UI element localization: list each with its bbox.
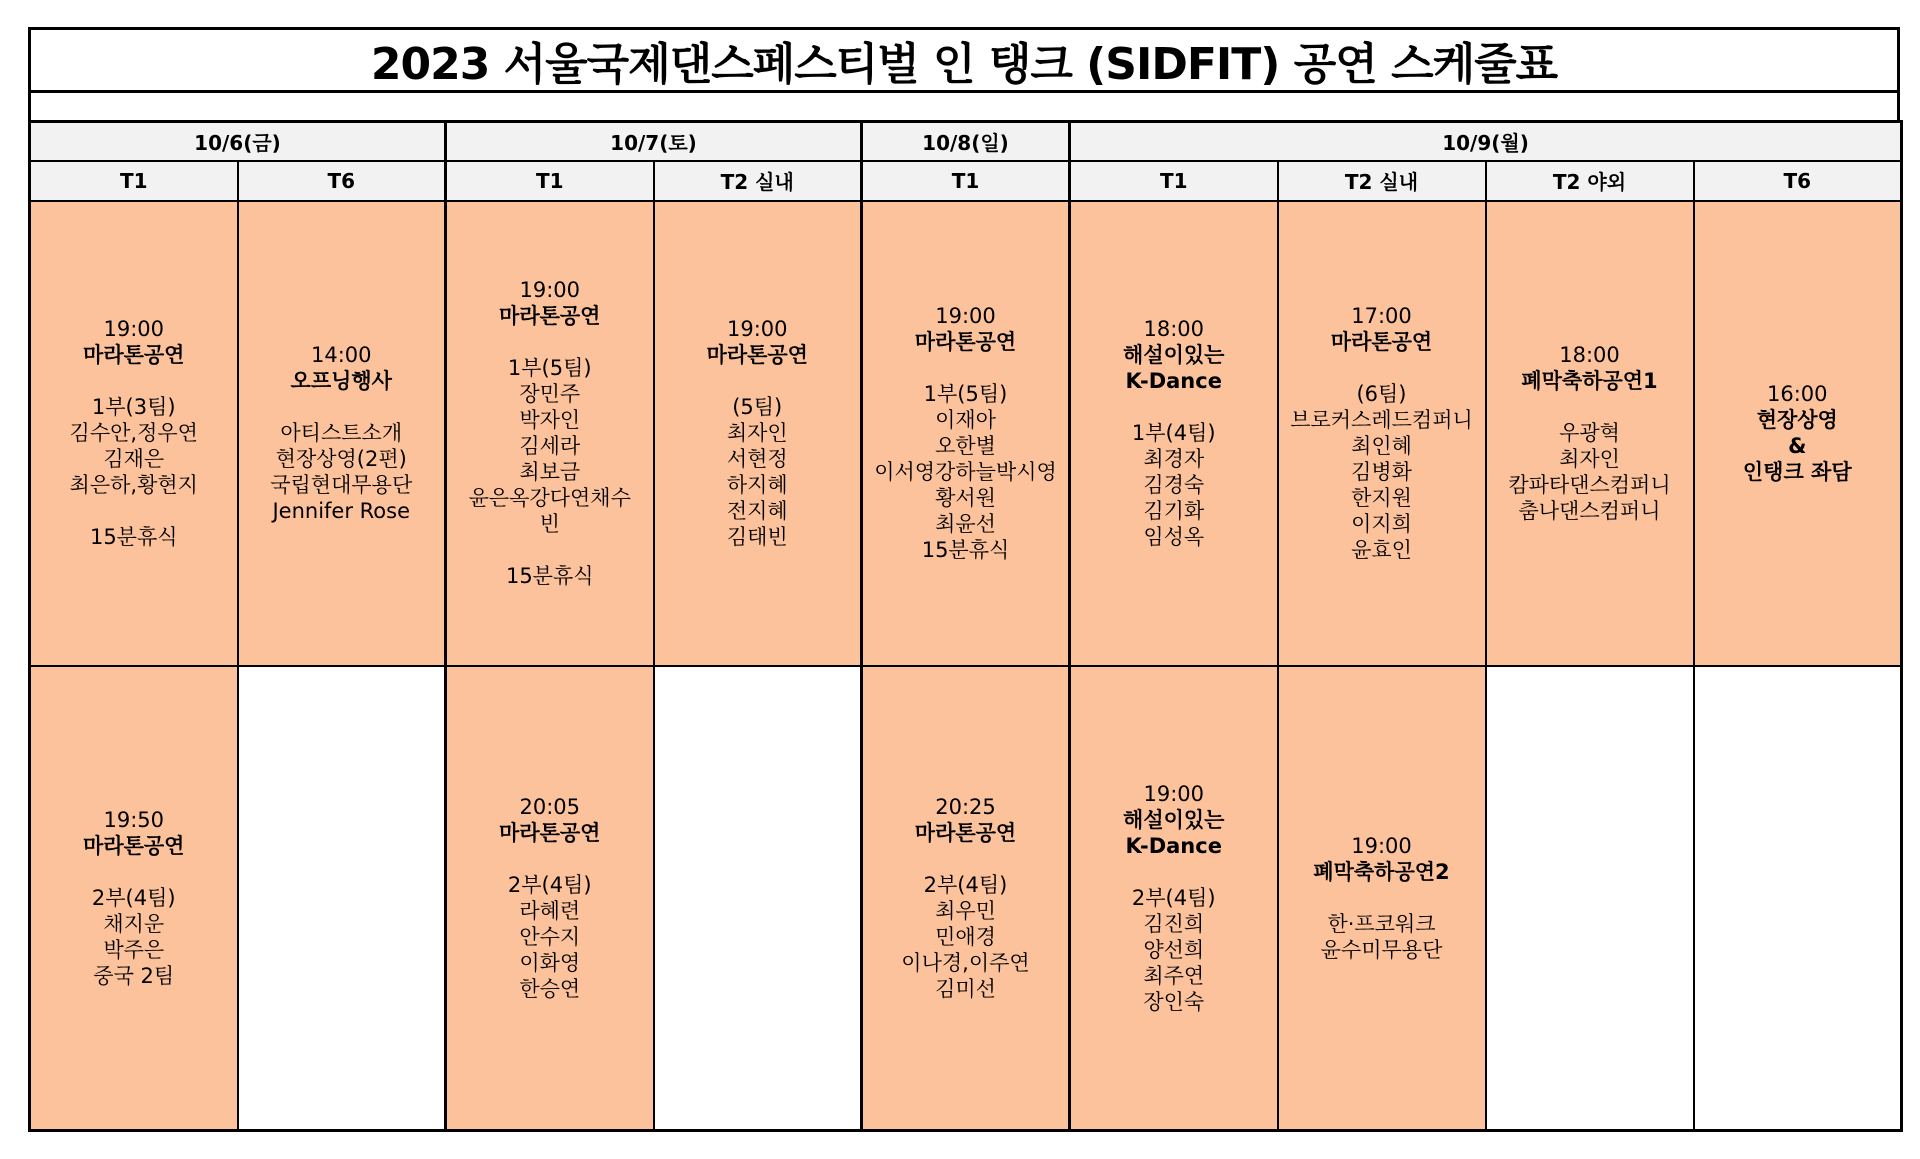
performance-cell — [862, 201, 1070, 666]
performance-info — [655, 316, 861, 550]
performer-line: 2부(4팀) — [507, 872, 592, 897]
performer-line: 최우민 — [935, 898, 996, 923]
performance-cell — [1070, 666, 1278, 1131]
schedule-row-2 — [30, 666, 1902, 1131]
performance-time: 17:00 — [1351, 304, 1412, 328]
performer-line: 한승연 — [519, 976, 581, 1001]
line-spacer — [1283, 885, 1481, 911]
performance-title: 마라톤공연 — [914, 330, 1017, 354]
performance-time: 19:50 — [103, 807, 165, 832]
performer-line: (6팀) — [1356, 382, 1407, 406]
performance-title: 마라톤공연 — [499, 304, 601, 328]
venue-header: T2 실내 — [1278, 161, 1486, 201]
performer-line: 1부(3팀) — [91, 395, 176, 419]
date-header: 10/7(토) — [446, 122, 862, 161]
performance-info — [31, 316, 237, 550]
empty-cell — [1486, 666, 1694, 1131]
venue-header: T6 — [1694, 161, 1902, 201]
performer-line: 민애경 — [935, 924, 996, 949]
performer-line: 최자인 — [726, 421, 788, 445]
performer-line: 김세라 — [519, 434, 581, 458]
performer-line: 김수안,정우연 — [69, 421, 198, 445]
performer-line: (5팀) — [732, 395, 783, 419]
performer-line: 2부(4팀) — [91, 885, 176, 910]
performance-cell — [446, 201, 654, 666]
performance-cell — [30, 666, 238, 1131]
performer-line: Jennifer Rose — [272, 499, 411, 523]
performer-line: 15분휴식 — [505, 564, 594, 588]
performance-title: 폐막축하공연1 — [1521, 369, 1658, 393]
performer-line: 2부(4팀) — [1131, 885, 1216, 910]
performance-cell — [862, 666, 1070, 1131]
performer-line: 한지원 — [1351, 486, 1412, 510]
line-spacer — [35, 859, 233, 885]
venue-header: T2 실내 — [654, 161, 862, 201]
line-spacer — [1283, 355, 1481, 381]
line-spacer — [867, 846, 1064, 872]
performance-time: 19:00 — [726, 317, 788, 341]
performer-line: 우광혁 — [1559, 421, 1620, 445]
performer-line: 윤효인 — [1351, 538, 1412, 562]
performer-line: 이화영 — [519, 950, 581, 975]
performance-time: 19:00 — [935, 304, 996, 328]
performance-title: 해설이있는 — [1123, 807, 1225, 832]
performer-line: 박주은 — [103, 937, 165, 962]
performance-title: 마라톤공연 — [1330, 330, 1433, 354]
performer-line: 15분휴식 — [89, 525, 178, 549]
performer-line: 이서영강하늘박시영 — [874, 460, 1057, 484]
performance-time: 20:25 — [935, 794, 996, 819]
performer-line: 임성옥 — [1143, 525, 1205, 549]
performance-time: 20:05 — [519, 794, 581, 819]
performer-line: 최자인 — [1559, 447, 1620, 471]
line-spacer — [451, 846, 649, 872]
performance-cell — [654, 201, 862, 666]
performer-line: 채지운 — [103, 911, 165, 936]
performance-info — [447, 277, 653, 589]
performance-title: 해설이있는 — [1123, 343, 1225, 367]
performer-line: 2부(4팀) — [923, 872, 1008, 897]
performer-line: 1부(5팀) — [507, 356, 592, 380]
performer-line: 중국 2팀 — [93, 963, 175, 988]
performance-info — [31, 807, 237, 989]
performer-line: 캄파타댄스컴퍼니 — [1508, 473, 1671, 497]
performance-title: 오프닝행사 — [290, 369, 392, 393]
performer-line: 브로커스레드컴퍼니 — [1290, 408, 1473, 432]
performance-info — [863, 303, 1068, 563]
line-spacer — [451, 537, 649, 563]
performance-info — [1279, 303, 1485, 563]
empty-cell — [1694, 666, 1902, 1131]
performance-time: 19:00 — [103, 317, 165, 341]
performance-info — [1279, 833, 1485, 963]
performance-time: 19:00 — [1351, 833, 1412, 858]
performer-line: 김기화 — [1143, 499, 1205, 523]
performer-line: 서현정 — [726, 447, 788, 471]
schedule-sheet — [28, 27, 1900, 1132]
performance-info — [1071, 781, 1277, 1015]
performance-cell — [30, 201, 238, 666]
performance-title: 인탱크 좌담 — [1742, 460, 1852, 484]
performance-time: 18:00 — [1559, 343, 1620, 367]
performer-line: 이지희 — [1351, 512, 1412, 536]
performance-info — [1487, 342, 1693, 524]
performance-info — [1071, 316, 1277, 550]
date-header-row — [30, 122, 1902, 161]
performer-line: 김태빈 — [726, 525, 788, 549]
date-header: 10/8(일) — [862, 122, 1070, 161]
performer-line: 전지혜 — [726, 499, 788, 523]
performance-title: K-Dance — [1125, 369, 1222, 393]
empty-cell — [654, 666, 862, 1131]
line-spacer — [35, 368, 233, 394]
performance-info — [863, 794, 1068, 1002]
performer-line: 김미선 — [935, 976, 996, 1001]
performer-line: 라혜련 — [519, 898, 581, 923]
performance-title: 마라톤공연 — [499, 820, 601, 845]
performer-line: 1부(4팀) — [1131, 421, 1216, 445]
performance-title: 마라톤공연 — [914, 820, 1017, 845]
performer-line: 하지혜 — [726, 473, 788, 497]
performance-time: 19:00 — [1143, 781, 1205, 806]
line-spacer — [659, 368, 857, 394]
performer-line: 김재은 — [103, 447, 165, 471]
performance-title: 폐막축하공연2 — [1313, 859, 1450, 884]
performance-title: 현장상영 — [1756, 408, 1838, 432]
performance-cell — [446, 666, 654, 1131]
venue-header: T2 야외 — [1486, 161, 1694, 201]
date-header: 10/9(월) — [1070, 122, 1902, 161]
performance-info — [1695, 381, 1901, 485]
performer-line: 빈 — [539, 512, 560, 536]
performer-line: 국립현대무용단 — [270, 473, 413, 497]
performance-time: 18:00 — [1143, 317, 1205, 341]
performer-line: 장민주 — [519, 382, 581, 406]
performer-line: 최은하,황현지 — [69, 473, 198, 497]
performer-line: 현장상영(2편) — [275, 447, 407, 471]
line-spacer — [243, 394, 441, 420]
schedule-row-1 — [30, 201, 1902, 666]
performer-line: 장인숙 — [1143, 989, 1205, 1014]
performer-line: 양선희 — [1143, 937, 1205, 962]
venue-header: T1 — [1070, 161, 1278, 201]
performance-title: 마라톤공연 — [83, 833, 185, 858]
performer-line: 아티스트소개 — [280, 421, 403, 445]
line-spacer — [1075, 859, 1273, 885]
performer-line: 15분휴식 — [921, 538, 1010, 562]
date-header: 10/6(금) — [30, 122, 446, 161]
venue-header: T1 — [446, 161, 654, 201]
venue-header: T1 — [30, 161, 238, 201]
performance-cell — [1278, 201, 1486, 666]
performer-line: 1부(5팀) — [923, 382, 1008, 406]
performer-line: 이재아 — [935, 408, 996, 432]
performer-line: 이나경,이주연 — [901, 950, 1030, 975]
performance-cell — [1070, 201, 1278, 666]
performance-info — [447, 794, 653, 1002]
performer-line: 김진희 — [1143, 911, 1205, 936]
performer-line: 김병화 — [1351, 460, 1412, 484]
performer-line: 윤수미무용단 — [1320, 937, 1443, 962]
performance-title: 마라톤공연 — [706, 343, 808, 367]
performer-line: 춤나댄스컴퍼니 — [1518, 499, 1661, 523]
spacer-row — [28, 93, 1900, 120]
performance-cell — [238, 201, 446, 666]
line-spacer — [35, 498, 233, 524]
performance-title: K-Dance — [1125, 833, 1222, 858]
performer-line: 오한별 — [935, 434, 996, 458]
performer-line: 최윤선 — [935, 512, 996, 536]
performer-line: 김경숙 — [1143, 473, 1205, 497]
schedule-table — [28, 120, 1903, 1132]
performer-line: 안수지 — [519, 924, 581, 949]
performance-cell — [1694, 201, 1902, 666]
page-title: 2023 서울국제댄스페스티벌 인 탱크 (SIDFIT) 공연 스케줄표 — [28, 27, 1900, 93]
performer-line: 최인혜 — [1351, 434, 1412, 458]
performer-line: 최주연 — [1143, 963, 1205, 988]
performer-line: 황서원 — [935, 486, 996, 510]
performer-line: 박자인 — [519, 408, 581, 432]
line-spacer — [451, 329, 649, 355]
venue-header: T6 — [238, 161, 446, 201]
line-spacer — [1491, 394, 1689, 420]
performance-title: 마라톤공연 — [83, 343, 185, 367]
performer-line: 최경자 — [1143, 447, 1205, 471]
line-spacer — [867, 355, 1064, 381]
performance-title: & — [1788, 434, 1807, 458]
performer-line: 최보금 — [519, 460, 581, 484]
performance-info — [239, 342, 445, 524]
empty-cell — [238, 666, 446, 1131]
performance-time: 19:00 — [519, 278, 581, 302]
line-spacer — [1075, 394, 1273, 420]
performer-line: 윤은옥강다연채수 — [468, 486, 631, 510]
venue-header-row — [30, 161, 1902, 201]
performance-cell — [1486, 201, 1694, 666]
performance-time: 16:00 — [1767, 382, 1828, 406]
performance-time: 14:00 — [310, 343, 372, 367]
performer-line: 한·프코워크 — [1327, 911, 1436, 936]
venue-header: T1 — [862, 161, 1070, 201]
performance-cell — [1278, 666, 1486, 1131]
